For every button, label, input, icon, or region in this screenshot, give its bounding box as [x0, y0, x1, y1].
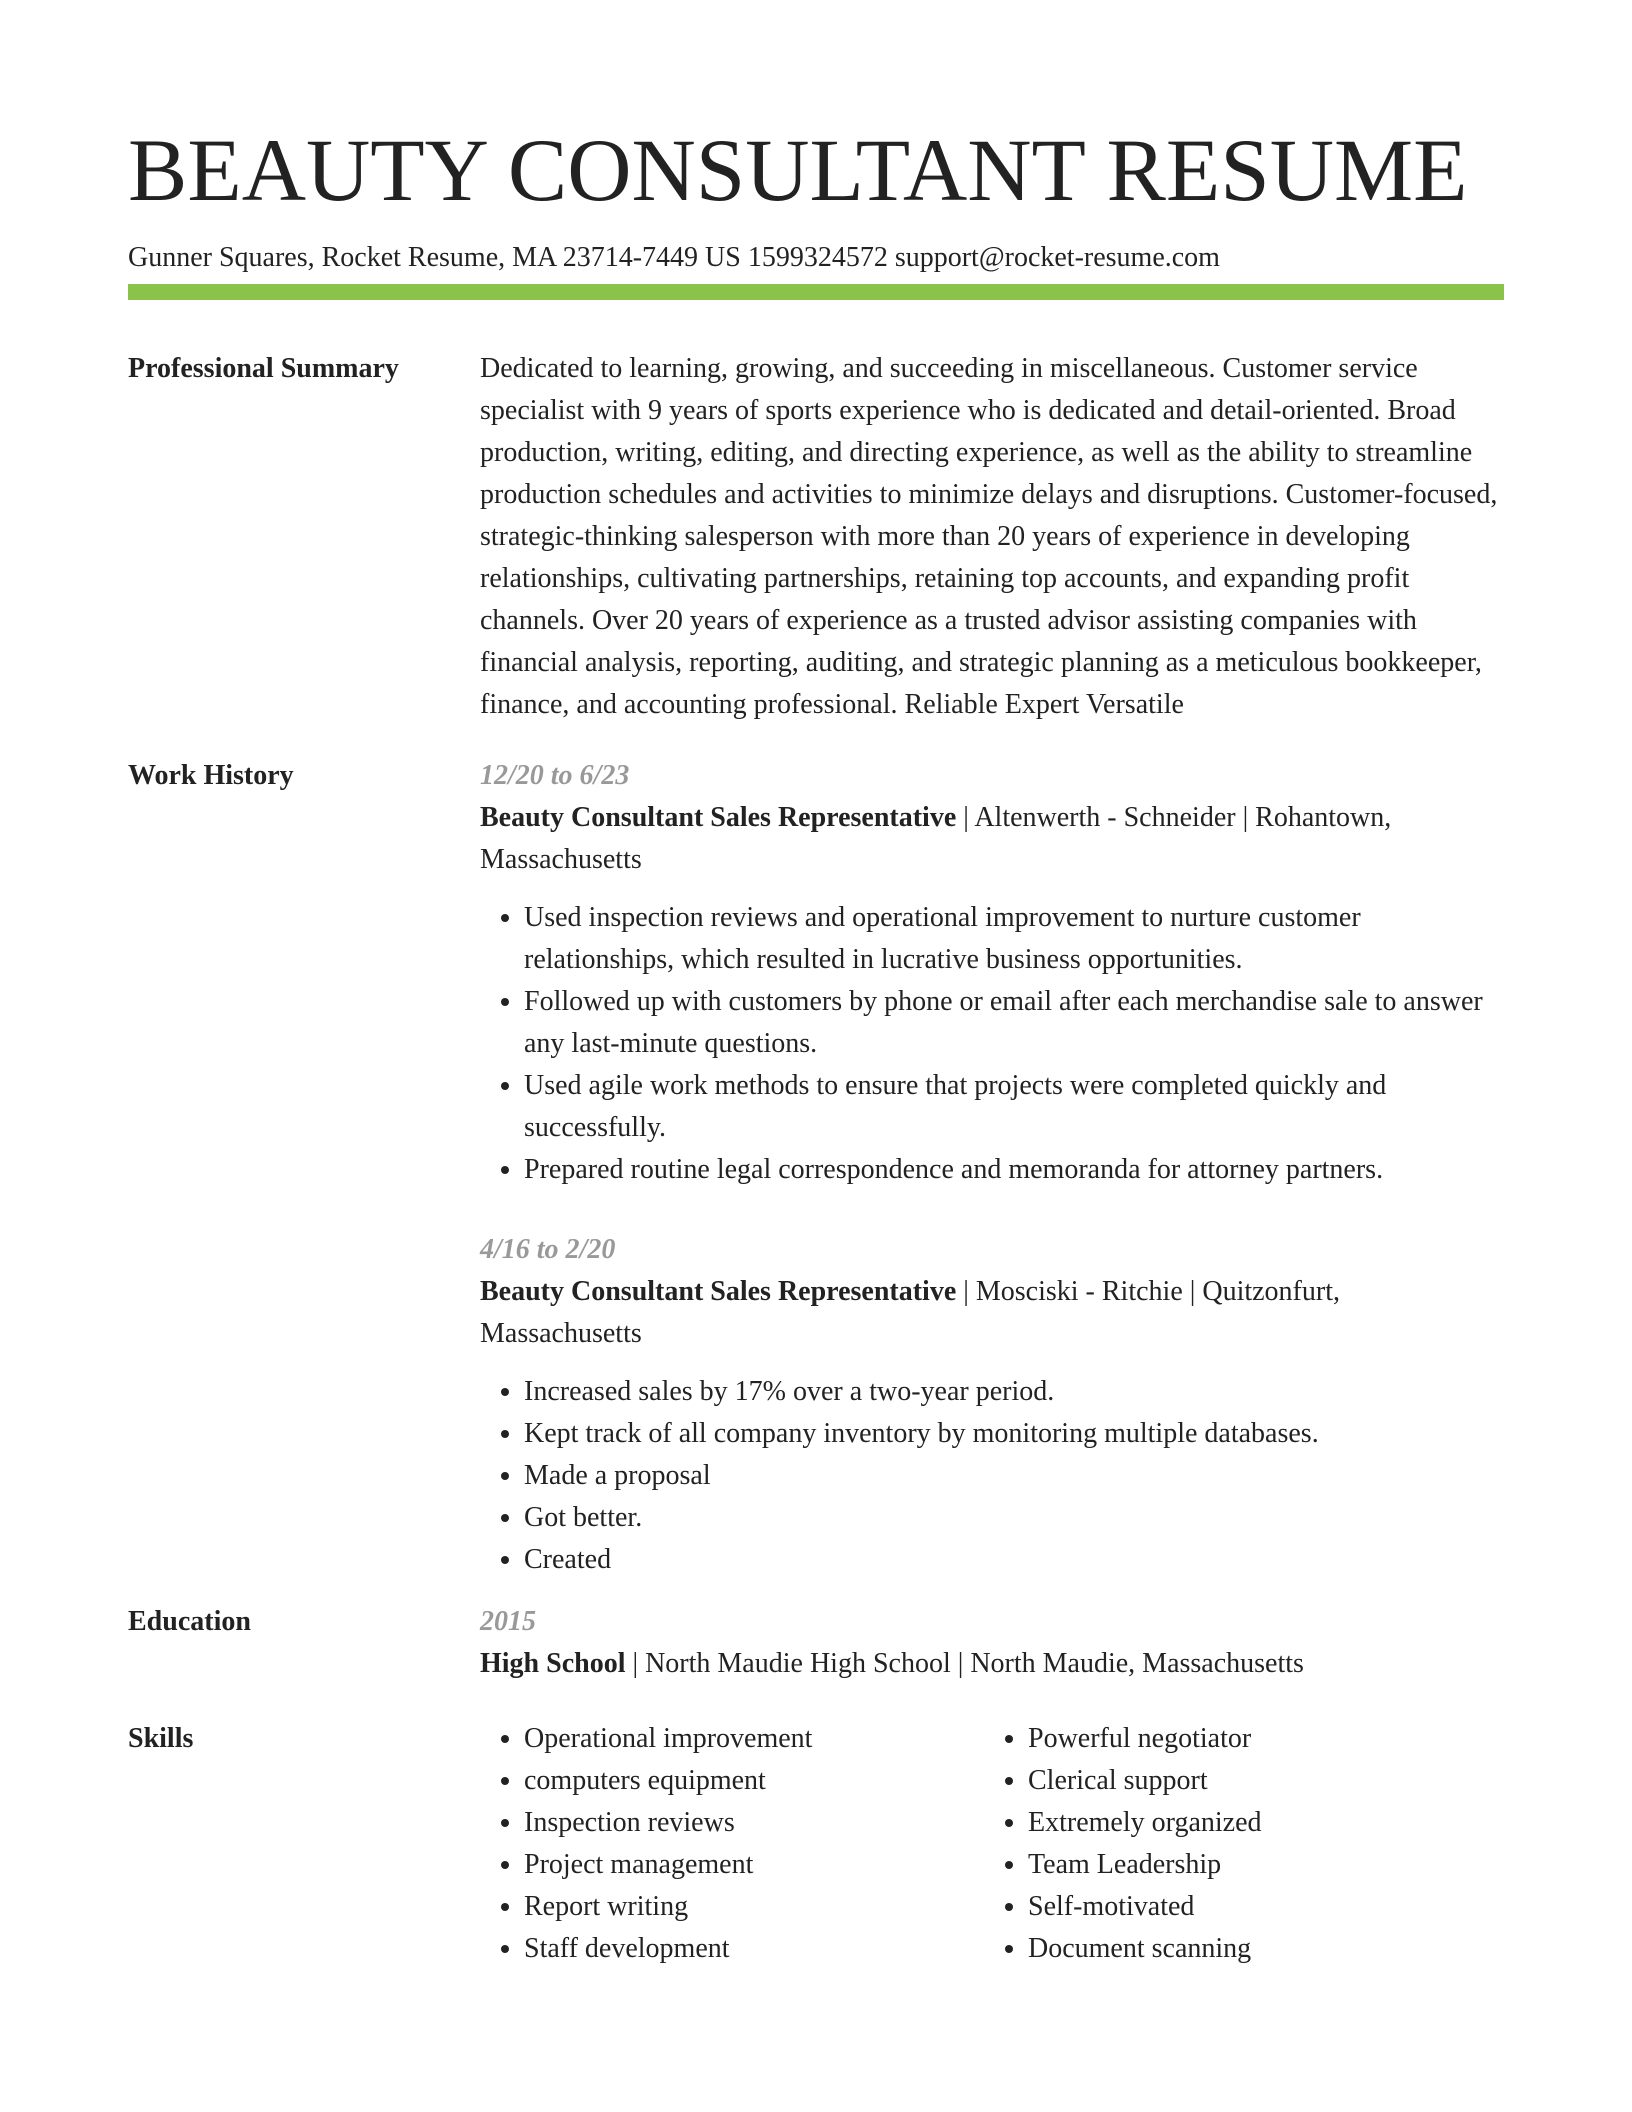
- header-divider: [128, 284, 1504, 300]
- job-entry: [480, 755, 1504, 1191]
- list-item: • Made a proposal: [524, 1455, 1504, 1497]
- job-heading: [480, 1271, 1504, 1355]
- skill-item: • Extremely organized: [1028, 1802, 1488, 1844]
- skill-item: • Project management: [524, 1844, 984, 1886]
- skill-item: • Inspection reviews: [524, 1802, 984, 1844]
- work-history-label: Work History: [128, 760, 294, 791]
- resume-title: BEAUTY CONSULTANT RESUME: [128, 122, 1468, 220]
- skill-item: • Clerical support: [1028, 1760, 1488, 1802]
- list-item: • Prepared routine legal correspondence and memoranda for attorney partners.: [524, 1149, 1504, 1191]
- education-details: | North Maudie High School | North Maudie, Massachusetts: [625, 1648, 1304, 1679]
- list-item: • Got better.: [524, 1497, 1504, 1539]
- skill-item: • Team Leadership: [1028, 1844, 1488, 1886]
- job-details: | Mosciski - Ritchie | Quitzonfurt, Massachusetts: [480, 1276, 1340, 1349]
- job-title: Beauty Consultant Sales Representative: [480, 1276, 957, 1307]
- list-item: • Used inspection reviews and operational improvement to nurture customer relationships, which resulted in lucrative business opportunities.: [524, 897, 1504, 981]
- skill-item: • Operational improvement: [524, 1718, 984, 1760]
- skill-item: • Powerful negotiator: [1028, 1718, 1488, 1760]
- job-dates: 12/20 to 6/23: [480, 760, 630, 791]
- list-item: • Created: [524, 1539, 1504, 1581]
- summary-text: Dedicated to learning, growing, and succeeding in miscellaneous. Customer service specialist with 9 years of sports experience who is dedicated and detail-oriented. Broad production, writing, editing, and directing experience, as well as the ability to streamline production schedules and activities to minimize delays and disruptions. Customer-focused, strategic-thinking salesperson with more than 20 years of experience in developing relationships, cultivating partnerships, retaining top accounts, and expanding profit channels. Over 20 years of experience as a trusted advisor assisting companies with financial analysis, reporting, auditing, and strategic planning as a meticulous bookkeeper, finance, and accounting professional. Reliable Expert Versatile: [480, 353, 1498, 720]
- skill-item: • Report writing: [524, 1886, 984, 1928]
- skill-item: • Self-motivated: [1028, 1886, 1488, 1928]
- job-title: Beauty Consultant Sales Representative: [480, 802, 957, 833]
- list-item: • Followed up with customers by phone or email after each merchandise sale to answer any last-minute questions.: [524, 981, 1504, 1065]
- skills-list-left: [480, 1718, 984, 1970]
- contact-line: Gunner Squares, Rocket Resume, MA 23714-7449 US 1599324572 support@rocket-resume.com: [128, 242, 1220, 273]
- list-item: • Used agile work methods to ensure that projects were completed quickly and successfully.: [524, 1065, 1504, 1149]
- job-entry: [480, 1229, 1504, 1581]
- job-heading: [480, 797, 1504, 881]
- skills-columns: [480, 1718, 1504, 1970]
- skill-item: • Document scanning: [1028, 1928, 1488, 1970]
- job-dates: 4/16 to 2/20: [480, 1234, 616, 1265]
- summary-label: Professional Summary: [128, 353, 399, 384]
- skill-item: • computers equipment: [524, 1760, 984, 1802]
- education-label: Education: [128, 1606, 251, 1637]
- skill-item: • Staff development: [524, 1928, 984, 1970]
- skills-label: Skills: [128, 1723, 194, 1754]
- education-degree: High School: [480, 1648, 626, 1679]
- job-bullets: [480, 897, 1504, 1191]
- list-item: • Kept track of all company inventory by monitoring multiple databases.: [524, 1413, 1504, 1455]
- job-details: | Altenwerth - Schneider | Rohantown, Massachusetts: [480, 802, 1392, 875]
- education-year: 2015: [480, 1606, 536, 1637]
- list-item: • Increased sales by 17% over a two-year period.: [524, 1371, 1504, 1413]
- education-heading: [480, 1643, 1504, 1685]
- skills-list-right: [984, 1718, 1488, 1970]
- job-bullets: [480, 1371, 1504, 1581]
- resume-header: [128, 116, 1504, 276]
